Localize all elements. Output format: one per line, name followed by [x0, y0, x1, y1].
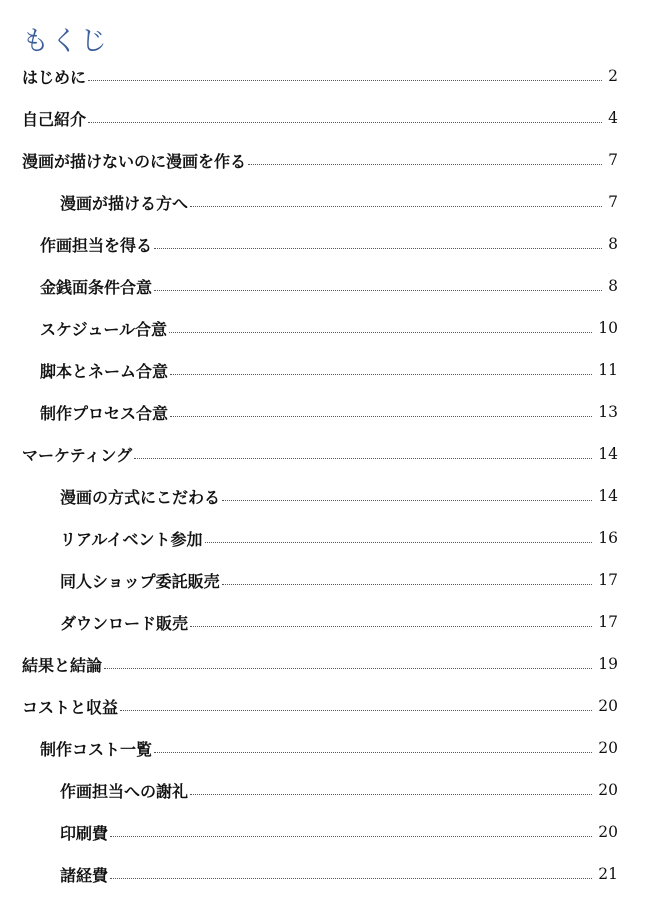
- toc-entry-label: 漫画が描けないのに漫画を作る: [22, 151, 247, 171]
- dotted-leader: [190, 206, 602, 207]
- toc-title: もくじ: [22, 26, 109, 58]
- toc-entry-label: 金銭面条件合意: [40, 277, 153, 297]
- toc-entry-label: 作画担当を得る: [40, 235, 153, 255]
- toc-entry-label: 諸経費: [60, 865, 109, 885]
- toc-entry-page: 7: [608, 193, 618, 211]
- toc-entry-page: 2: [608, 67, 618, 85]
- dotted-leader: [222, 584, 593, 585]
- toc-entry-label: 結果と結論: [22, 655, 103, 675]
- toc-entry-label: 同人ショップ委託販売: [60, 571, 220, 591]
- dotted-leader: [154, 290, 602, 291]
- toc-entry-doujin-shop[interactable]: [60, 566, 618, 594]
- toc-entry-kekka-ketsuron[interactable]: [22, 650, 618, 678]
- dotted-leader: [170, 374, 592, 375]
- toc-entry-page: 8: [608, 277, 618, 295]
- dotted-leader: [104, 668, 592, 669]
- toc-entry-manga-tsukuru[interactable]: [22, 146, 618, 174]
- toc-entry-page: 20: [598, 697, 618, 715]
- toc-entry-label: 脚本とネーム合意: [40, 361, 169, 381]
- toc-entry-page: 14: [598, 445, 618, 463]
- toc-entry-label: マーケティング: [22, 445, 133, 465]
- toc-entry-label: 作画担当への謝礼: [60, 781, 189, 801]
- dotted-leader: [110, 836, 592, 837]
- dotted-leader: [88, 80, 602, 81]
- toc-entry-manga-hoshiki[interactable]: [60, 482, 618, 510]
- toc-entry-kinsen-joken[interactable]: [40, 272, 618, 300]
- toc-entry-jiko-shokai[interactable]: [22, 104, 618, 132]
- toc-entry-page: 20: [598, 823, 618, 841]
- toc-entry-page: 11: [598, 361, 618, 379]
- toc-entry-real-event[interactable]: [60, 524, 618, 552]
- dotted-leader: [190, 626, 592, 627]
- toc-entry-sharei[interactable]: [60, 776, 618, 804]
- dotted-leader: [169, 332, 592, 333]
- toc-entry-cost-shueki[interactable]: [22, 692, 618, 720]
- dotted-leader: [154, 752, 592, 753]
- toc-entry-page: 13: [598, 403, 618, 421]
- toc-entry-label: 制作プロセス合意: [40, 403, 169, 423]
- toc-entry-label: はじめに: [22, 67, 87, 87]
- dotted-leader: [120, 710, 592, 711]
- toc-entry-shokeihi[interactable]: [60, 860, 618, 888]
- dotted-leader: [134, 458, 592, 459]
- toc-entry-label: 印刷費: [60, 823, 109, 843]
- toc-entry-page: 14: [598, 487, 618, 505]
- toc-entry-download[interactable]: [60, 608, 618, 636]
- toc-entry-page: 19: [598, 655, 618, 673]
- toc-entry-seisaku-process[interactable]: [40, 398, 618, 426]
- toc-entry-manga-kakeru[interactable]: [60, 188, 618, 216]
- toc-entry-label: 漫画が描ける方へ: [60, 193, 189, 213]
- toc-entry-label: 制作コスト一覧: [40, 739, 153, 759]
- dotted-leader: [88, 122, 602, 123]
- toc-entry-kyakuhon-name[interactable]: [40, 356, 618, 384]
- toc-entry-sakuga-tanto[interactable]: [40, 230, 618, 258]
- toc-entry-page: 8: [608, 235, 618, 253]
- dotted-leader: [170, 416, 592, 417]
- toc-entry-label: 漫画の方式にこだわる: [60, 487, 221, 507]
- dotted-leader: [190, 794, 592, 795]
- toc-entry-page: 17: [598, 571, 618, 589]
- toc-entry-label: ダウンロード販売: [60, 613, 189, 633]
- dotted-leader: [205, 542, 593, 543]
- toc-entry-cost-ichiran[interactable]: [40, 734, 618, 762]
- toc-entry-page: 16: [598, 529, 618, 547]
- toc-entry-page: 4: [608, 109, 618, 127]
- toc-entry-page: 17: [598, 613, 618, 631]
- toc-entry-label: コストと収益: [22, 697, 119, 717]
- toc-entry-hajimeni[interactable]: [22, 62, 618, 90]
- dotted-leader: [222, 500, 592, 501]
- toc-entry-label: スケジュール合意: [40, 319, 168, 339]
- toc-entry-marketing[interactable]: [22, 440, 618, 468]
- toc-entry-schedule[interactable]: [40, 314, 618, 342]
- dotted-leader: [248, 164, 602, 165]
- toc-entry-page: 10: [598, 319, 618, 337]
- toc-entry-page: 21: [598, 865, 618, 883]
- dotted-leader: [110, 878, 592, 879]
- toc-entry-insatsuhi[interactable]: [60, 818, 618, 846]
- toc-entry-page: 20: [598, 739, 618, 757]
- toc-entry-page: 7: [608, 151, 618, 169]
- toc-entry-page: 20: [598, 781, 618, 799]
- dotted-leader: [154, 248, 602, 249]
- toc-entry-label: 自己紹介: [22, 109, 87, 129]
- toc-entry-label: リアルイベント参加: [60, 529, 203, 549]
